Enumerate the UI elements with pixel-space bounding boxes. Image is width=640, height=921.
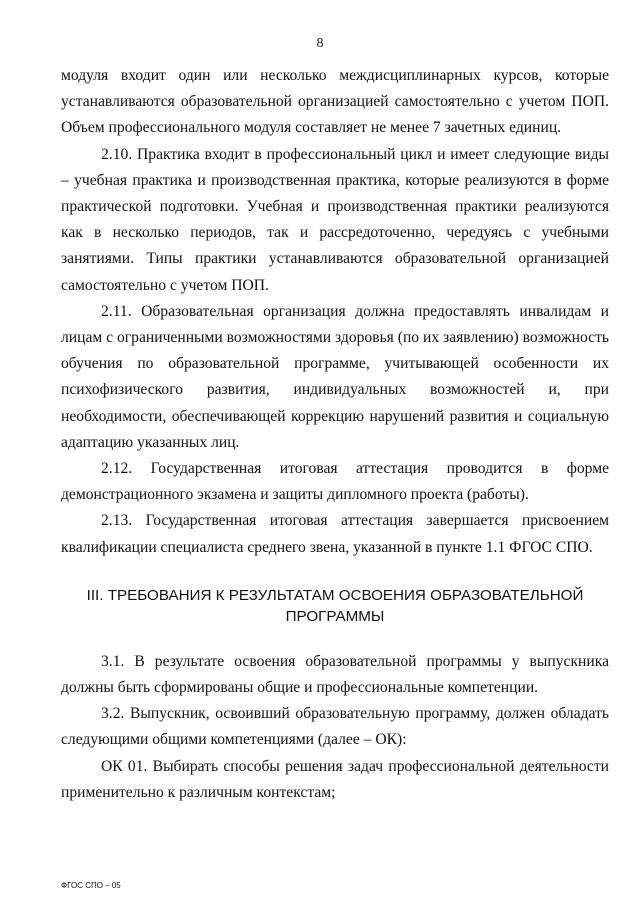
paragraph-3-2: 3.2. Выпускник, освоивший образовательную программу, должен обладать следующими общими компетенциями (далее – ОК):	[61, 705, 609, 749]
section-heading: III. ТРЕБОВАНИЯ К РЕЗУЛЬТАТАМ ОСВОЕНИЯ ОБРАЗОВАТЕЛЬНОЙ ПРОГРАММЫ	[86, 586, 584, 625]
paragraph-2-11: 2.11. Образовательная организация должна предоставлять инвалидам и лицам с ограниченными возможностями здоровья (по их заявлению) возможность обучения по образовательной программе, учитывающей особенности их психофизического развития, индивидуальных возможностей и, при необходимости, обеспечивающей коррекцию нарушений развития и социальную адаптацию указанных лиц.	[61, 302, 609, 451]
paragraph-3-1: 3.1. В результате освоения образовательной программы у выпускника должны быть сформированы общие и профессиональные компетенции.	[61, 652, 609, 697]
document-body	[61, 63, 609, 806]
paragraph-2-13: 2.13. Государственная итоговая аттестация завершается присвоением квалификации специалиста среднего звена, указанной в пункте 1.1 ФГОС СПО.	[61, 512, 609, 556]
paragraph-2-10: 2.10. Практика входит в профессиональный цикл и имеет следующие виды – учебная практика и производственная практика, которые реализуются в форме практической подготовки. Учебная и производственная практики реализуются как в несколько периодов, так и рассредоточенно, чередуясь с учебными занятиями. Типы практики устанавливаются образовательной организацией самостоятельно с учетом ПОП.	[61, 145, 609, 294]
paragraph-2-12: 2.12. Государственная итоговая аттестация проводится в форме демонстрационного экзамена и защиты дипломного проекта (работы).	[61, 460, 609, 504]
paragraph-continuation: модуля входит один или несколько междисциплинарных курсов, которые устанавливаются образовательной организацией самостоятельно с учетом ПОП. Объем профессионального модуля составляет не менее 7 зачетных единиц.	[61, 67, 609, 137]
page-number: 8	[316, 36, 324, 51]
paragraph-ok-01: ОК 01. Выбирать способы решения задач профессиональной деятельности применительно к различным контекстам;	[61, 757, 609, 801]
footer-label: ФГОС СПО – 05	[61, 881, 121, 890]
